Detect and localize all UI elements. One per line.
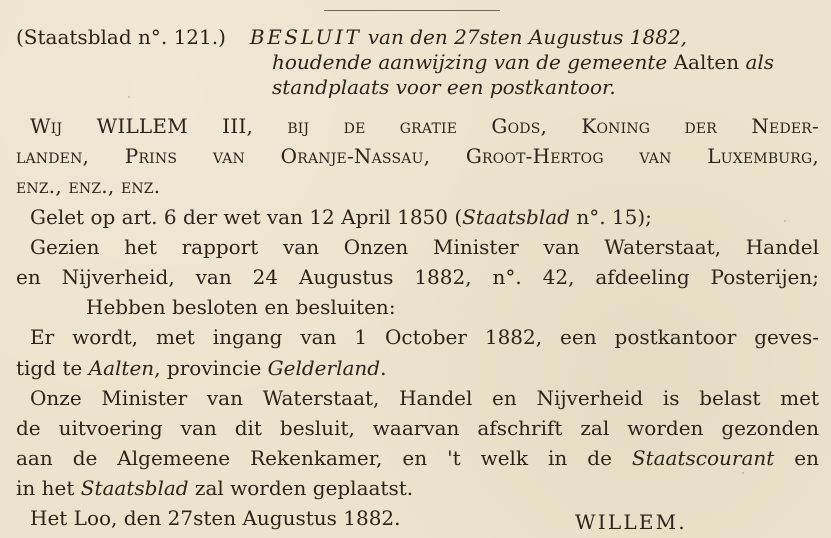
header-line-2 [16, 50, 819, 75]
decree-word: BESLUIT [249, 25, 362, 49]
minister-line-3-end: en [774, 446, 819, 471]
staatsblad-reference: (Staatsblad n°. 121.) [16, 25, 226, 49]
header-line-3: standplaats voor een postkantoor. [272, 75, 616, 99]
decree-date: van den 27sten Augustus 1882, [367, 25, 687, 49]
preamble-line-2: landen, Prins van Oranje-Nassau, Groot-Hertog van Luxemburg, [16, 144, 819, 169]
minister-line-4 [16, 473, 819, 503]
gelet-staatsblad: Staatsblad [462, 204, 570, 229]
decision-province: Gelderland [267, 355, 381, 380]
minister-line-2: de uitvoering van dit besluit, waarvan afschrift zal worden gezonden [16, 415, 819, 440]
paper-speck [742, 472, 744, 474]
minister-line-4-start: in het [16, 476, 81, 501]
staatsblad-word: Staatsblad [80, 476, 189, 501]
decree-header [16, 25, 819, 100]
decree-title [250, 25, 687, 50]
minister-line-3-start: aan de Algemeene Rekenkamer, en 't welk in de [16, 446, 632, 471]
decision-line-1: Er wordt, met ingang van 1 October 1882, een postkantoor geves- [30, 325, 819, 350]
header-connector: als [745, 50, 775, 74]
minister-line-3 [16, 443, 819, 473]
gezien-line-1: Gezien het rapport van Onzen Minister van Waterstaat, Handel [30, 234, 819, 259]
gelet-start: Gelet op art. 6 der wet van 12 April 1850 ( [30, 204, 463, 229]
decree-body [16, 111, 819, 534]
hebben-line: Hebben besloten en besluiten: [86, 295, 396, 320]
gelet-line [16, 202, 819, 232]
header-place: Aalten [673, 50, 740, 74]
decision-line-2 [16, 353, 819, 383]
preamble-line-3: enz., enz., enz. [16, 174, 161, 199]
decision-start: tigd te [16, 355, 89, 380]
closing-line: Het Loo, den 27sten Augustus 1882. [30, 506, 401, 531]
header-subject: houdende aanwijzing van de gemeente [272, 50, 668, 74]
gezien-line-2: en Nijverheid, van 24 Augustus 1882, n°. 42, afdeeling Posterijen; [16, 264, 819, 289]
decision-place: Aalten [88, 355, 155, 380]
minister-line-4-end: zal worden geplaatst. [188, 476, 414, 501]
top-rule [324, 10, 500, 11]
decision-end: . [380, 355, 387, 380]
signature: WILLEM. [575, 510, 687, 534]
gelet-end: n°. 15); [569, 204, 652, 229]
paper-speck [784, 220, 786, 222]
decision-mid: , provincie [154, 355, 268, 380]
preamble-line-1: Wij WILLEM III, bij de gratie Gods, Koning der Neder- [30, 114, 819, 138]
paper-speck [128, 96, 130, 98]
minister-line-1: Onze Minister van Waterstaat, Handel en Nijverheid is belast met [30, 385, 819, 410]
staatscourant: Staatscourant [631, 446, 775, 471]
header-line-1 [16, 25, 819, 50]
